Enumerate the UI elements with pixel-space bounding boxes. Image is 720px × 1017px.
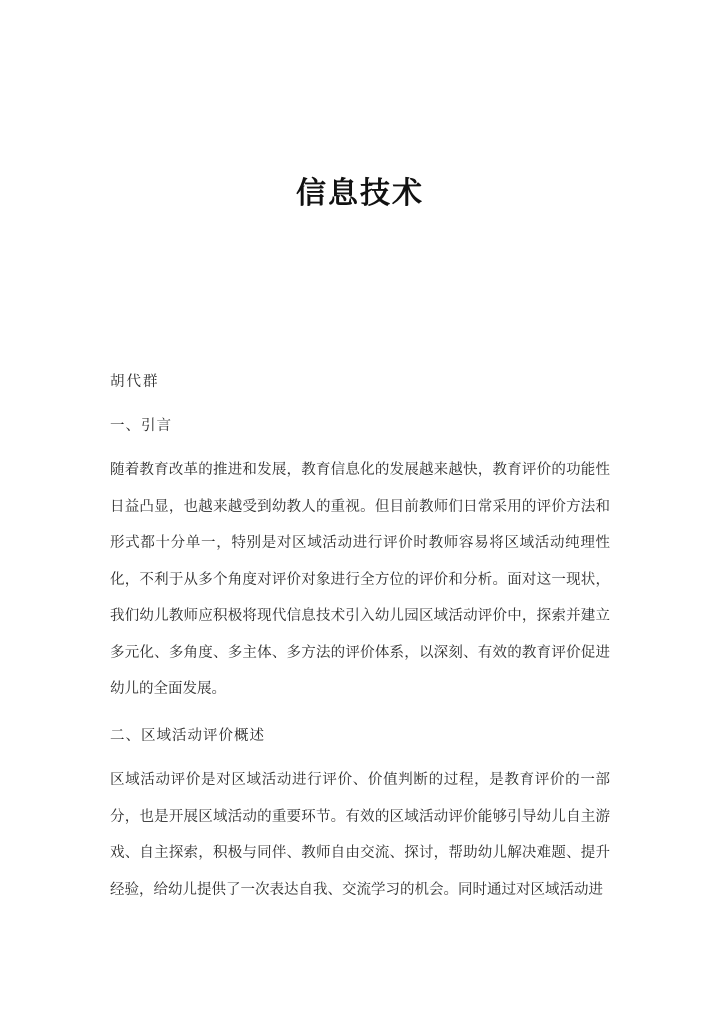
section-heading-overview: 二、区域活动评价概述: [110, 728, 265, 744]
section-paragraph-introduction: 随着教育改革的推进和发展，教育信息化的发展越来越快，教育评价的功能性日益凸显，也越来越受到幼教人的重视。但目前教师们日常采用的评价方法和形式都十分单一，特别是对区域活动进行评价时教师容易将区域活动纯理性化，不利于从多个角度对评价对象进行全方位的评价和分析。面对这一现状，我们幼儿教师应积极将现代信息技术引入幼儿园区域活动评价中，探索并建立多元化、多角度、多主体、多方法的评价体系，以深刻、有效的教育评价促进幼儿的全面发展。: [110, 462, 610, 697]
section-paragraph-overview: 区域活动评价是对区域活动进行评价、价值判断的过程，是教育评价的一部分，也是开展区域活动的重要环节。有效的区域活动评价能够引导幼儿自主游戏、自主探索，积极与同伴、教师自由交流、探讨，帮助幼儿解决难题、提升经验，给幼儿提供了一次表达自我、交流学习的机会。同时通过对区域活动进: [110, 772, 610, 898]
document-title: 信息技术: [296, 176, 424, 211]
author-name: 胡代群: [110, 374, 160, 390]
section-heading-introduction: 一、引言: [110, 418, 172, 434]
